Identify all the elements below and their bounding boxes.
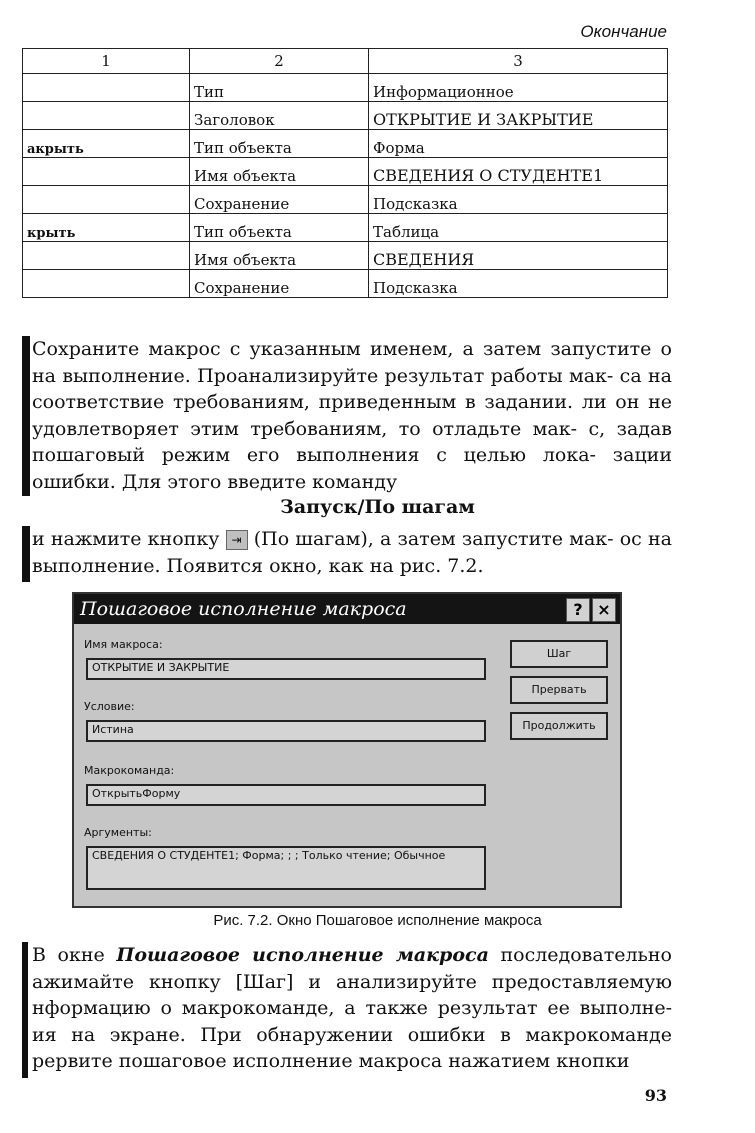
table-row xyxy=(23,102,668,130)
continue-button[interactable]: Продолжить xyxy=(510,712,608,740)
table-cell: Подсказка xyxy=(369,270,668,298)
column-header: 1 xyxy=(23,49,190,74)
condition-field: Истина xyxy=(86,720,486,742)
table-cell: акрыть xyxy=(23,130,190,158)
paragraph-step-instructions xyxy=(32,942,672,1075)
macro-table xyxy=(22,48,668,298)
step-macro-dialog xyxy=(72,592,622,908)
help-button[interactable]: ? xyxy=(566,598,590,622)
continuation-label: Окончание xyxy=(580,22,667,41)
table-row xyxy=(23,74,668,102)
macro-name-field: ОТКРЫТИЕ И ЗАКРЫТИЕ xyxy=(86,658,486,680)
macro-name-label: Имя макроса: xyxy=(84,638,163,651)
table-cell: Информационное xyxy=(369,74,668,102)
table-cell xyxy=(23,74,190,102)
dialog-name-emphasis: Пошаговое исполнение макроса xyxy=(116,944,489,966)
paragraph-text: (По шагам), а затем запустите мак- ос на выполнение. Появится окно, как на рис. 7.2. xyxy=(32,528,672,577)
paragraph-save-macro: Сохраните макрос с указанным именем, а затем запустите о на выполнение. Проанализируйте результат работы мак- са на соответствие требованиям, приведенным в задании. ли он не удовлетворяет этим требованиям, то отладьте мак- с, задав пошаговый режим его выполнения с целью лока- зации ошибки. Для этого введите команду xyxy=(32,338,672,493)
table-row xyxy=(23,270,668,298)
margin-marker xyxy=(22,336,30,496)
arguments-field: СВЕДЕНИЯ О СТУДЕНТЕ1; Форма; ; ; Только чтение; Обычное xyxy=(86,846,486,890)
margin-marker xyxy=(22,942,28,1078)
table-cell: Имя объекта xyxy=(190,158,369,186)
page-number: 93 xyxy=(644,1086,667,1105)
margin-marker xyxy=(22,526,30,582)
column-header: 3 xyxy=(369,49,668,74)
step-button[interactable]: Шаг xyxy=(510,640,608,668)
paragraph-text: В окне xyxy=(32,944,105,966)
table-row xyxy=(23,186,668,214)
table-cell xyxy=(23,186,190,214)
arguments-label: Аргументы: xyxy=(84,826,152,839)
table-cell xyxy=(23,102,190,130)
paragraph-text: и нажмите кнопку xyxy=(32,528,220,550)
table-cell: Тип xyxy=(190,74,369,102)
figure-caption: Рис. 7.2. Окно Пошаговое исполнение макроса xyxy=(213,912,542,929)
table-cell: Тип объекта xyxy=(190,130,369,158)
table-cell: Таблица xyxy=(369,214,668,242)
condition-label: Условие: xyxy=(84,700,135,713)
paragraph-text: последовательно ажимайте кнопку [Шаг] и анализируйте предоставляемую нформацию о макрокоманде, а также результат ее выполне- ия на экране. При обнаружении ошибки в макрокоманде рервите пошаговое исполнение макроса нажатием кнопки xyxy=(32,944,672,1072)
table-cell: СВЕДЕНИЯ xyxy=(369,242,668,270)
table-cell: Подсказка xyxy=(369,186,668,214)
table-cell: Форма xyxy=(369,130,668,158)
step-mode-button-icon: ⇥ xyxy=(226,530,248,550)
table-row xyxy=(23,242,668,270)
table-row xyxy=(23,130,668,158)
table-cell: Сохранение xyxy=(190,270,369,298)
table-row xyxy=(23,158,668,186)
close-button[interactable]: × xyxy=(592,598,616,622)
table-cell: крыть xyxy=(23,214,190,242)
dialog-title: Пошаговое исполнение макроса xyxy=(80,598,407,620)
paragraph-step-button xyxy=(32,526,672,579)
table-cell xyxy=(23,158,190,186)
action-field: ОткрытьФорму xyxy=(86,784,486,806)
dialog-titlebar xyxy=(74,594,620,624)
table-cell: ОТКРЫТИЕ И ЗАКРЫТИЕ xyxy=(369,102,668,130)
table-cell: Тип объекта xyxy=(190,214,369,242)
column-header: 2 xyxy=(190,49,369,74)
action-label: Макрокоманда: xyxy=(84,764,175,777)
table-cell: Имя объекта xyxy=(190,242,369,270)
table-cell: СВЕДЕНИЯ О СТУДЕНТЕ1 xyxy=(369,158,668,186)
table-cell: Заголовок xyxy=(190,102,369,130)
table-header-row xyxy=(23,49,668,74)
table-cell xyxy=(23,270,190,298)
table-row xyxy=(23,214,668,242)
menu-command: Запуск/По шагам xyxy=(280,496,475,518)
table-cell: Сохранение xyxy=(190,186,369,214)
table-cell xyxy=(23,242,190,270)
halt-button[interactable]: Прервать xyxy=(510,676,608,704)
